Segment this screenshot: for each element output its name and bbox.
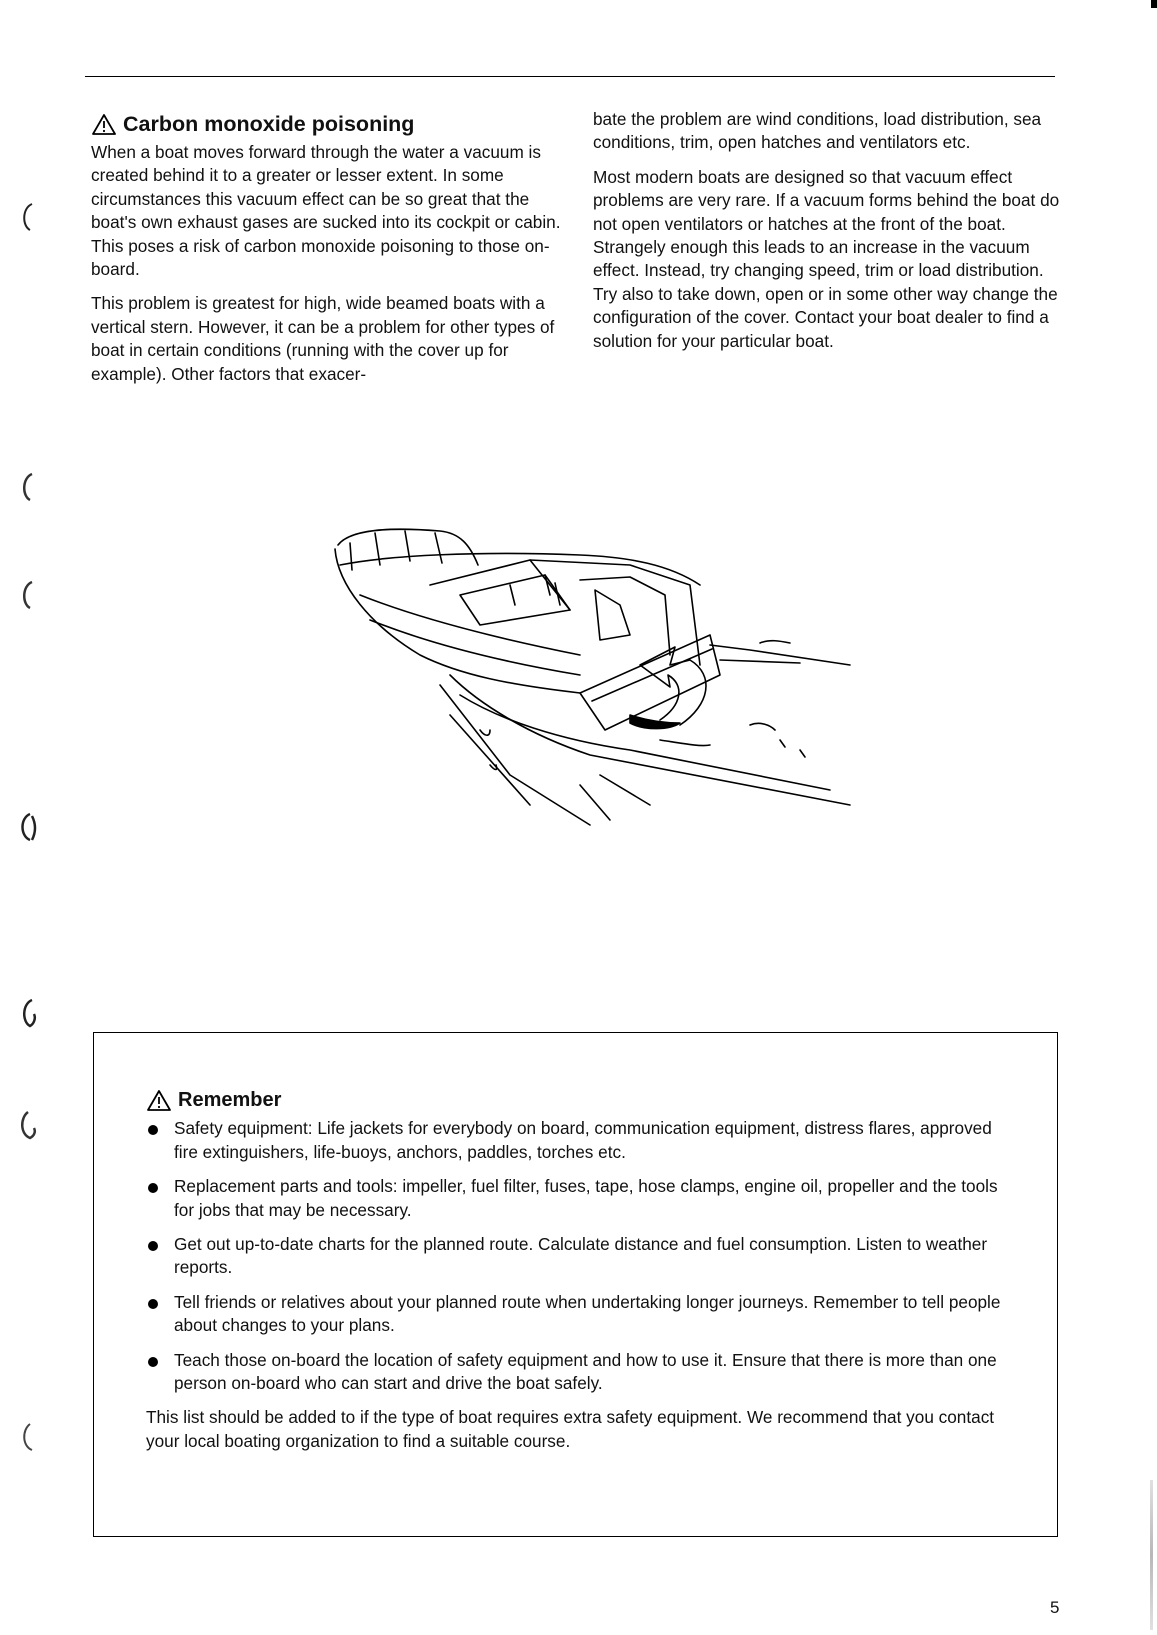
header-rule [85,76,1055,77]
paragraph: This problem is greatest for high, wide beamed boats with a vertical stern. However, it can be a problem for other types of boat in certain conditions (running with the cover up for example). Other factors that exacer- [91,293,555,384]
list-item-text: Replacement parts and tools: impeller, fuel filter, fuses, tape, hose clamps, engine oil, propeller and the tools for jobs that may be necessary. [174,1176,998,1220]
bullet-dot-icon [148,1357,158,1367]
paragraph: bate the problem are wind conditions, load distribution, sea conditions, trim, open hatches and ventilators etc. [593,109,1042,153]
section-title: Carbon monoxide poisoning [123,112,415,136]
list-item [146,1233,1006,1280]
reminder-box [93,1032,1058,1537]
text-column-right [593,108,1063,364]
list-item-text: Get out up-to-date charts for the planned route. Calculate distance and fuel consumption. Listen to weather reports. [174,1234,988,1278]
binder-hole-4 [16,810,38,844]
list-item [146,1117,1006,1164]
scan-edge-shadow [1150,1480,1153,1630]
reminder-closing: This list should be added to if the type of boat requires extra safety equipment. We recommend that you contact your local boating organization to find a suitable course. [146,1407,995,1451]
page-number: 5 [1050,1598,1060,1617]
binder-hole-1 [16,200,38,234]
list-item [146,1175,1006,1222]
bullet-dot-icon [148,1183,158,1193]
scan-edge-mark [1151,0,1157,8]
binder-hole-2 [16,470,38,504]
bullet-dot-icon [148,1241,158,1251]
binder-hole-6 [16,1108,38,1142]
warning-triangle-icon [146,1089,172,1112]
boat-exhaust-illustration [330,525,890,870]
paragraph: When a boat moves forward through the water a vacuum is created behind it to a greater or lesser extent. In some circumstances this vacuum effect can be so great that the boat's own exhaust gases are sucked into its cockpit or cabin. This poses a risk of carbon monoxide poisoning to those on-board. [91,142,561,280]
binder-hole-7 [16,1420,38,1454]
list-item-text: Tell friends or relatives about your planned route when undertaking longer journeys. Remember to tell people about changes to your plans. [174,1291,1001,1336]
reminder-content [146,1089,1006,1453]
paragraph: Most modern boats are designed so that vacuum effect problems are very rare. If a vacuum forms behind the boat do not open ventilators or hatches at the front of the boat. Strangely enough this leads to an increase in the vacuum effect. Instead, try changing speed, trim or load distribution. Try also to take down, open or in some other way change the configuration of the cover. Contact your boat dealer to find a solution for your particular boat. [593,166,1060,351]
list-item [146,1291,1006,1338]
list-item-text: Safety equipment: Life jackets for everybody on board, communication equipment, distress flares, approved fire extinguishers, life-buoys, anchors, paddles, torches etc. [174,1118,992,1162]
list-item [146,1349,1006,1396]
binder-hole-3 [16,578,38,612]
reminder-heading [146,1089,1006,1112]
section-heading [91,111,561,137]
reminder-list [146,1117,1006,1395]
warning-triangle-icon [91,113,117,136]
text-column-left [91,108,561,397]
binder-hole-5 [16,996,38,1030]
bullet-dot-icon [148,1299,158,1309]
reminder-title: Remember [178,1089,282,1111]
bullet-dot-icon [148,1125,158,1135]
list-item-text: Teach those on-board the location of safety equipment and how to use it. Ensure that there is more than one person on-board who can start and drive the boat safely. [174,1349,997,1394]
